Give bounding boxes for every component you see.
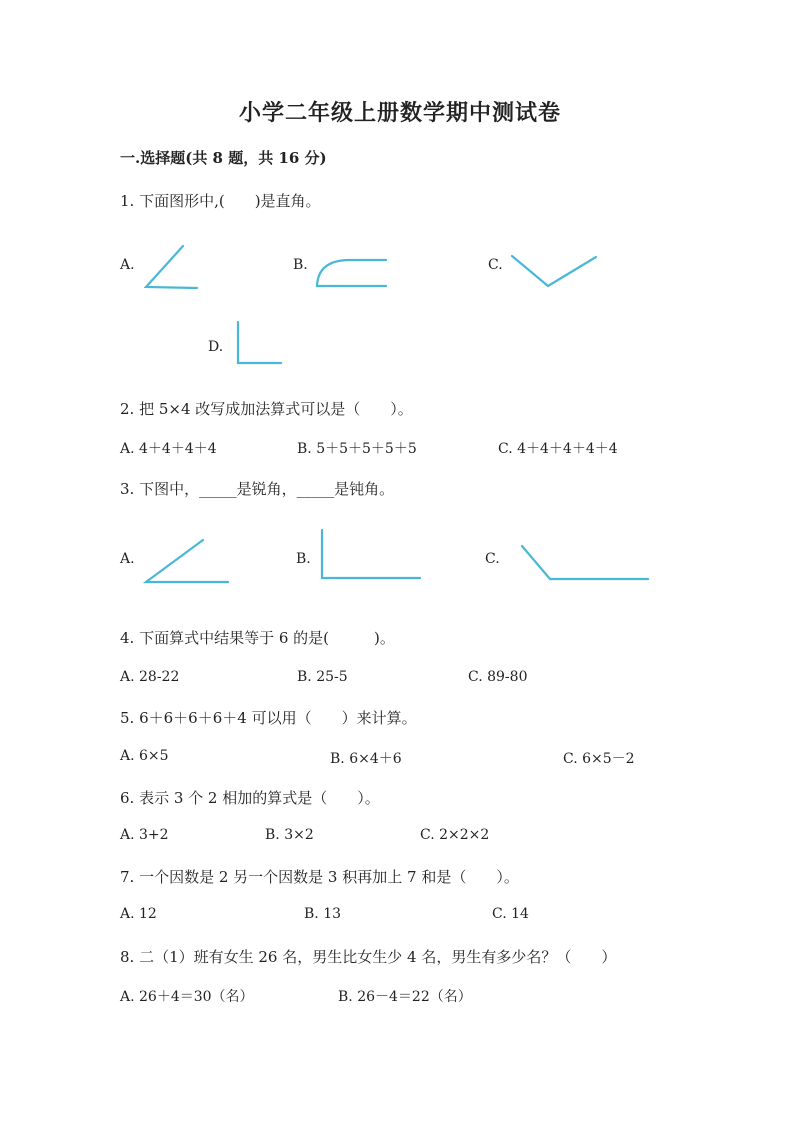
q1-option-b-label: B.: [293, 257, 308, 273]
q3-option-a-label: A.: [120, 551, 135, 567]
q6-option-b: B. 3×2: [265, 827, 314, 843]
question-8: 8. 二（1）班有女生 26 名，男生比女生少 4 名，男生有多少名？（ ）: [120, 948, 617, 966]
q6-option-c: C. 2×2×2: [420, 827, 490, 843]
q3-right-angle-figure: [316, 526, 426, 584]
q1-obtuse-angle-figure: [508, 250, 603, 295]
q7-option-c: C. 14: [492, 906, 529, 922]
q2-option-c: C. 4＋4＋4＋4＋4: [498, 441, 618, 457]
q8-option-b: B. 26－4＝22（名）: [338, 989, 472, 1005]
q7-option-a: A. 12: [120, 906, 157, 922]
question-2: 2. 把 5×4 改写成加法算式可以是（ ）。: [120, 400, 413, 418]
q8-option-a: A. 26＋4＝30（名）: [120, 989, 254, 1005]
q1-curved-corner-figure: [312, 255, 392, 295]
q3-acute-angle-figure: [140, 534, 235, 586]
q5-option-c: C. 6×5－2: [563, 751, 635, 767]
q2-option-a: A. 4＋4＋4＋4: [120, 441, 217, 457]
q1-acute-angle-figure: [140, 240, 210, 295]
q3-option-b-label: B.: [296, 551, 311, 567]
q7-option-b: B. 13: [304, 906, 342, 922]
q1-option-d-label: D.: [208, 339, 224, 355]
question-7: 7. 一个因数是 2 另一个因数是 3 积再加上 7 和是（ ）。: [120, 868, 519, 886]
q1-right-angle-figure: [232, 318, 287, 368]
q3-option-c-label: C.: [485, 551, 500, 567]
q5-option-a: A. 6×5: [120, 748, 169, 764]
q5-option-b: B. 6×4＋6: [330, 751, 402, 767]
question-3: 3. 下图中，_____是锐角，_____是钝角。: [120, 480, 395, 498]
q4-option-b: B. 25-5: [297, 669, 348, 685]
section-heading: 一.选择题(共 8 题，共 16 分): [120, 149, 327, 167]
q2-option-b: B. 5＋5＋5＋5＋5: [297, 441, 417, 457]
q1-option-c-label: C.: [488, 257, 503, 273]
question-6: 6. 表示 3 个 2 相加的算式是（ ）。: [120, 789, 380, 807]
question-5: 5. 6＋6＋6＋6＋4 可以用（ ）来计算。: [120, 709, 417, 727]
q1-option-a-label: A.: [120, 257, 135, 273]
q4-option-a: A. 28-22: [120, 669, 180, 685]
question-1: 1. 下面图形中,( )是直角。: [120, 192, 321, 210]
q4-option-c: C. 89-80: [468, 669, 528, 685]
page-title: 小学二年级上册数学期中测试卷: [238, 100, 561, 126]
q3-obtuse-angle-figure: [516, 541, 654, 585]
q6-option-a: A. 3+2: [120, 827, 169, 843]
question-4: 4. 下面算式中结果等于 6 的是( )。: [120, 629, 395, 647]
